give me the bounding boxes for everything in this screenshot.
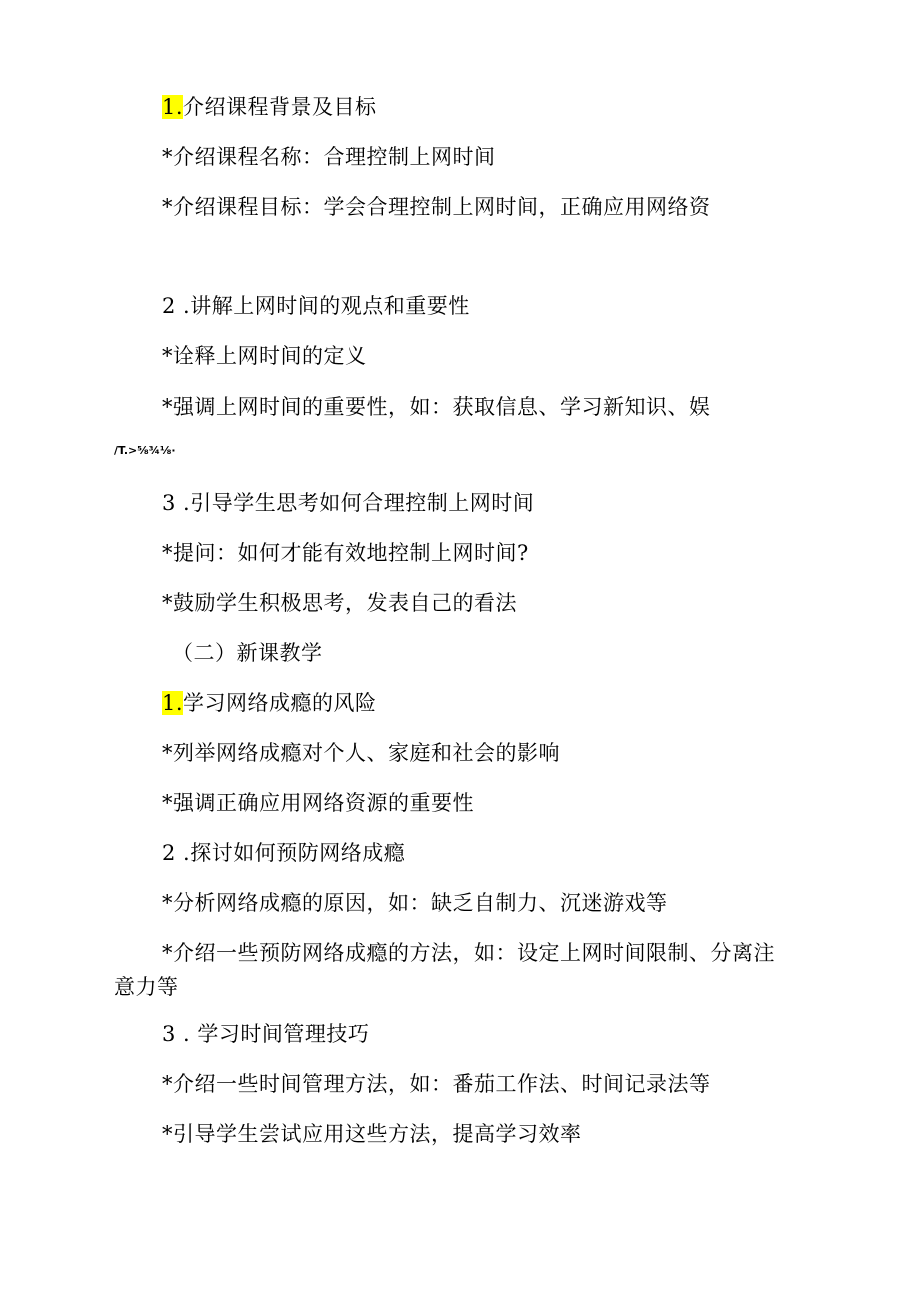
garbled-text: /T.>⅝¾⅛· [114, 444, 176, 457]
bullet-correct-use: *强调正确应用网络资源的重要性 [162, 791, 474, 815]
bullet-question: *提问：如何才能有效地控制上网时间? [162, 541, 529, 565]
bullet-encourage: *鼓励学生积极思考，发表自己的看法 [162, 591, 517, 615]
bullet-course-name: *介绍课程名称：合理控制上网时间 [162, 145, 496, 169]
paragraph-line-1: *介绍一些预防网络成瘾的方法，如：设定上网时间限制、分离注 [162, 941, 775, 965]
heading-text: 介绍课程背景及目标 [183, 95, 377, 119]
section-new-lesson: （二）新课教学 [172, 641, 323, 665]
bullet-analyze-causes: *分析网络成瘾的原因，如：缺乏自制力、沉迷游戏等 [162, 891, 668, 915]
heading-time-management: 3 . 学习时间管理技巧 [162, 1022, 370, 1046]
heading-addiction-risk [162, 690, 377, 716]
heading-explain-time: 2 .讲解上网时间的观点和重要性 [162, 294, 470, 318]
bullet-importance: *强调上网时间的重要性，如：获取信息、学习新知识、娱 [162, 395, 711, 419]
heading-text: 学习网络成瘾的风险 [183, 691, 377, 715]
bullet-list-impacts: *列举网络成瘾对个人、家庭和社会的影响 [162, 741, 560, 765]
bullet-time-methods: *介绍一些时间管理方法，如：番茄工作法、时间记录法等 [162, 1072, 711, 1096]
heading-prevent-addiction: 2 .探讨如何预防网络成瘾 [162, 841, 406, 865]
heading-intro-background [162, 94, 377, 120]
bullet-course-goal: *介绍课程目标：学会合理控制上网时间，正确应用网络资 [162, 195, 711, 219]
bullet-try-methods: *引导学生尝试应用这些方法，提高学习效率 [162, 1122, 582, 1146]
bullet-define-time: *诠释上网时间的定义 [162, 344, 367, 368]
heading-guide-thinking: 3 .引导学生思考如何合理控制上网时间 [162, 491, 535, 515]
highlighted-number: 1. [162, 691, 184, 715]
paragraph-line-2: 意力等 [114, 975, 179, 999]
bullet-prevention-methods [114, 936, 834, 1004]
highlighted-number: 1. [162, 95, 184, 119]
